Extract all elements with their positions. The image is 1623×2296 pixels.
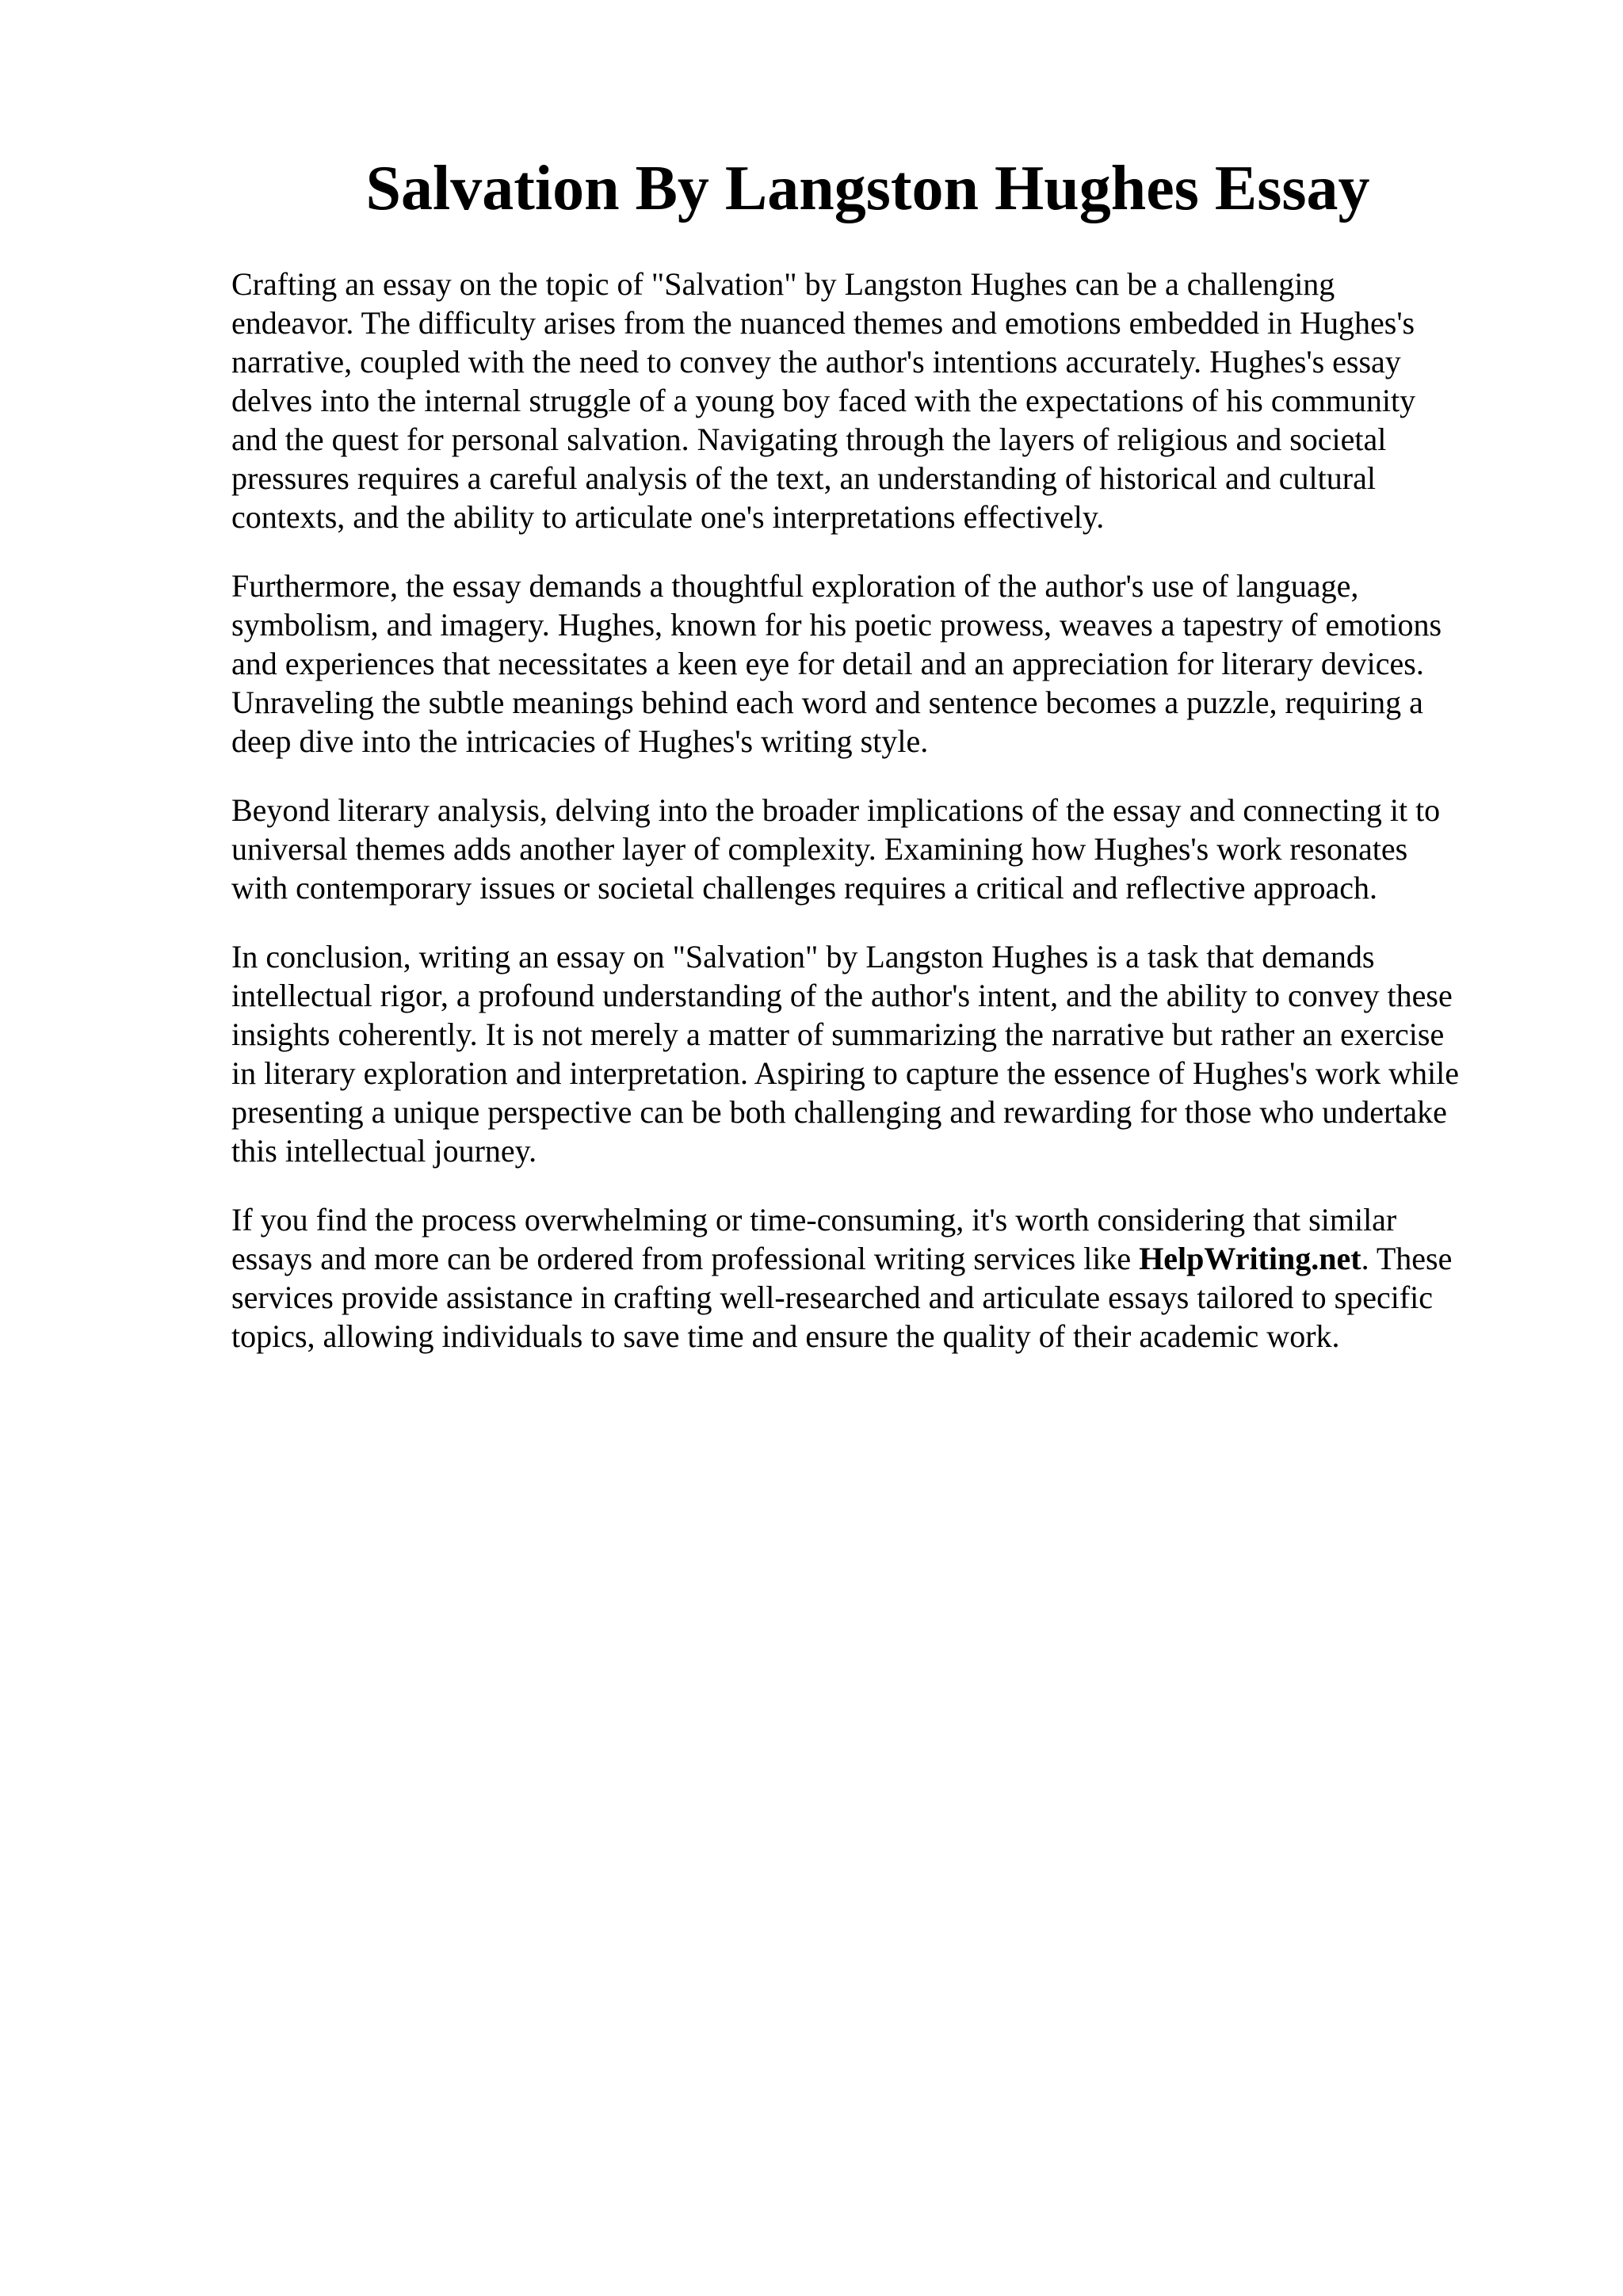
text-line: symbolism, and imagery. Hughes, known for his poetic prowess, weaves a tapestry of emotions — [231, 607, 1442, 643]
text-line: Beyond literary analysis, delving into the broader implications of the essay and connecting it to — [231, 792, 1441, 828]
text-line: Unraveling the subtle meanings behind each word and sentence becomes a puzzle, requiring a — [231, 685, 1423, 720]
brand-name: HelpWriting.net — [1139, 1241, 1361, 1276]
text-line: services provide assistance in crafting well-researched and articulate essays tailored to specific — [231, 1280, 1434, 1315]
text-fragment: essays and more can be ordered from professional writing services like — [231, 1241, 1140, 1276]
closing-paragraph — [231, 1200, 1531, 1356]
text-line: pressures requires a careful analysis of the text, an understanding of historical and cultural — [231, 460, 1376, 496]
text-line: with contemporary issues or societal challenges requires a critical and reflective approach. — [231, 870, 1378, 906]
body-paragraph — [231, 265, 1531, 536]
text-line: Furthermore, the essay demands a thoughtful exploration of the author's use of language, — [231, 568, 1359, 604]
text-line: and experiences that necessitates a keen eye for detail and an appreciation for literary devices. — [231, 646, 1424, 681]
text-line: topics, allowing individuals to save time and ensure the quality of their academic work. — [231, 1318, 1340, 1354]
document-body — [231, 265, 1531, 1386]
text-line: endeavor. The difficulty arises from the nuanced themes and emotions embedded in Hughes's — [231, 305, 1415, 341]
text-line: and the quest for personal salvation. Navigating through the layers of religious and societal — [231, 421, 1387, 457]
text-fragment: . These — [1361, 1241, 1453, 1276]
text-line: intellectual rigor, a profound understanding of the author's intent, and the ability to convey these — [231, 978, 1453, 1013]
text-line: contexts, and the ability to articulate one's interpretations effectively. — [231, 499, 1105, 535]
text-line: Crafting an essay on the topic of "Salvation" by Langston Hughes can be a challenging — [231, 266, 1335, 302]
text-line: narrative, coupled with the need to convey the author's intentions accurately. Hughes's essay — [231, 344, 1401, 379]
text-line: in literary exploration and interpretation. Aspiring to capture the essence of Hughes's work while — [231, 1055, 1459, 1091]
text-line: insights coherently. It is not merely a matter of summarizing the narrative but rather an exercise — [231, 1016, 1445, 1052]
body-paragraph — [231, 566, 1531, 761]
text-line: presenting a unique perspective can be both challenging and rewarding for those who undertake — [231, 1094, 1447, 1130]
text-line: universal themes adds another layer of complexity. Examining how Hughes's work resonates — [231, 831, 1408, 867]
body-paragraph — [231, 791, 1531, 907]
text-line: In conclusion, writing an essay on "Salvation" by Langston Hughes is a task that demands — [231, 939, 1375, 974]
text-line: this intellectual journey. — [231, 1133, 537, 1169]
document-title: Salvation By Langston Hughes Essay — [365, 154, 1370, 223]
body-paragraph — [231, 937, 1531, 1170]
text-line: deep dive into the intricacies of Hughes's writing style. — [231, 723, 929, 759]
text-line: delves into the internal struggle of a young boy faced with the expectations of his community — [231, 383, 1416, 418]
text-line: If you find the process overwhelming or time-consuming, it's worth considering that similar — [231, 1202, 1397, 1238]
text-line — [231, 1239, 1531, 1278]
